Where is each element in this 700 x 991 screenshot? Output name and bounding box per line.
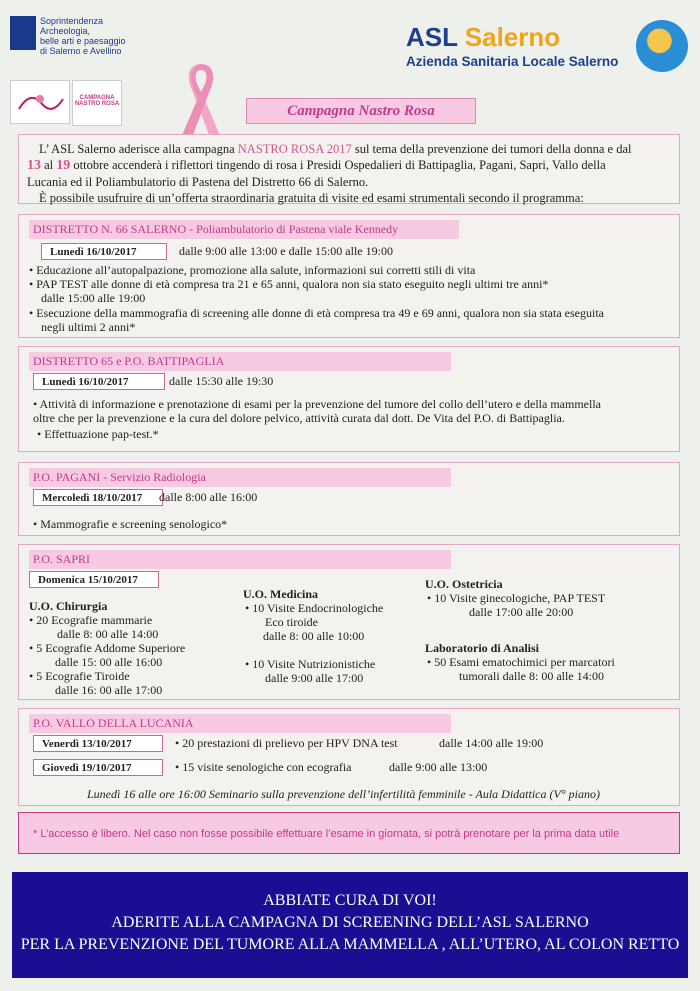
date-box: Domenica 15/10/2017 (29, 571, 159, 588)
section-sapri: P.O. SAPRI Domenica 15/10/2017 U.O. Chirurgia • 20 Ecografie mammarie dalle 8: 00 alle 14:00 • 5 Ecografie Addome Superiore dalle 15: 00 alle 16:00 • 5 Ecografie Tiroide dalle 16: 00 alle 17:00 U.O. Medicina • 10 Visite Endocrinologiche Eco tiroide dalle 8: 00 alle 10:00 • 10 Visite Nutrizionistiche dalle 9:00 alle 17:00 U.O. Ostetricia • 10 Visite ginecologiche, PAP TEST dalle 17:00 alle 20:00 Laboratorio di Analisi • 50 Esami ematochimici per marcatori tumorali dalle 8: 00 alle 14:00 (18, 544, 680, 700)
soprintendenza-text: Soprintendenza Archeologia, belle arti e paesaggio di Salerno e Avellino (40, 16, 126, 56)
seminar-note: Lunedì 16 alle ore 16:00 Seminario sulla prevenzione dell’infertilità femminile - Aula Didattica (V° piano) (87, 787, 600, 801)
asl-salerno-logo (398, 20, 688, 76)
date-box: Giovedì 19/10/2017 (33, 759, 163, 776)
section-vallo-lucania: P.O. VALLO DELLA LUCANIA Venerdì 13/10/2017 • 20 prestazioni di prelievo per HPV DNA test dalle 14:00 alle 19:00 Giovedì 19/10/2017 • 15 visite senologiche con ecografia dalle 9:00 alle 13:00 Lunedì 16 alle ore 16:00 Seminario sulla prevenzione dell’infertilità femminile - Aula Didattica (V° piano) (18, 708, 680, 806)
section-heading: P.O. SAPRI (29, 550, 451, 569)
date-box: Lunedì 16/10/2017 (33, 373, 165, 390)
date-box: Venerdì 13/10/2017 (33, 735, 163, 752)
section-heading: P.O. PAGANI - Servizio Radiologia (29, 468, 451, 487)
section-distretto-66: DISTRETTO N. 66 SALERNO - Poliambulatorio di Pastena viale Kennedy Lunedì 16/10/2017 dalle 9:00 alle 13:00 e dalle 15:00 alle 19:00 • Educazione all’autopalpazione, promozione alla salute, informazioni sui corretti stili di vita • PAP TEST alle donne di età compresa tra 21 e 65 anni, qualora non sia stato eseguito negli ultimi tre anni* dalle 15:00 alle 19:00 • Esecuzione della mammografia di screening alle donne di età compresa tra 49 e 69 anni, qualora non sia stata eseguita negli ultimi 2 anni* (18, 214, 680, 338)
ministry-emblem-icon (10, 16, 36, 50)
association-logo (10, 80, 70, 124)
page-title: Campagna Nastro Rosa (246, 98, 476, 124)
date-box: Mercoledì 18/10/2017 (33, 489, 163, 506)
intro-box: L’ ASL Salerno aderisce alla campagna NASTRO ROSA 2017 sul tema della prevenzione dei tumori della donna e dal 13 al 19 ottobre accenderà i riflettori tingendo di rosa i Presidi Ospedalieri di Battipaglia, Pagani, Sapri, Vallo della Lucania ed il Poliambulatorio di Pastena del Distretto 66 di Salerno. È possibile usufruire di un’offerta straordinaria gratuita di visite ed esami strumentali secondo il programma: (18, 134, 680, 204)
section-heading: DISTRETTO 65 e P.O. BATTIPAGLIA (29, 352, 451, 371)
section-pagani: P.O. PAGANI - Servizio Radiologia Mercoledì 18/10/2017 dalle 8:00 alle 16:00 • Mammografie e screening senologico* (18, 462, 680, 536)
asl-globe-icon (636, 20, 688, 72)
section-heading: P.O. VALLO DELLA LUCANIA (29, 714, 451, 733)
section-heading: DISTRETTO N. 66 SALERNO - Poliambulatorio di Pastena viale Kennedy (29, 220, 459, 239)
asl-subtitle: Azienda Sanitaria Locale Salerno (406, 54, 619, 69)
association-logo-icon (11, 81, 69, 123)
section-battipaglia: DISTRETTO 65 e P.O. BATTIPAGLIA Lunedì 16/10/2017 dalle 15:30 alle 19:30 • Attività di informazione e prenotazione di esami per la prevenzione del tumore del collo dell’utero e della mammella oltre che per la prevenzione e la cura del dolore pelvico, attività curata dal dott. De Vita del P.O. di Battipaglia. • Effettuazione pap-test.* (18, 346, 680, 452)
campaign-badge: CAMPAGNA NASTRO ROSA (72, 80, 122, 126)
call-to-action-banner: ABBIATE CURA DI VOI! ADERITE ALLA CAMPAGNA DI SCREENING DELL’ASL SALERNO PER LA PREVENZIONE DEL TUMORE ALLA MAMMELLA , ALL’UTERO, AL COLON RETTO (12, 872, 688, 978)
date-box: Lunedì 16/10/2017 (41, 243, 167, 260)
asl-name: ASL Salerno (406, 22, 561, 52)
access-footnote: * L’accesso è libero. Nel caso non fosse possibile effettuare l’esame in giornata, si potrà prenotare per la prima data utile (18, 812, 680, 854)
